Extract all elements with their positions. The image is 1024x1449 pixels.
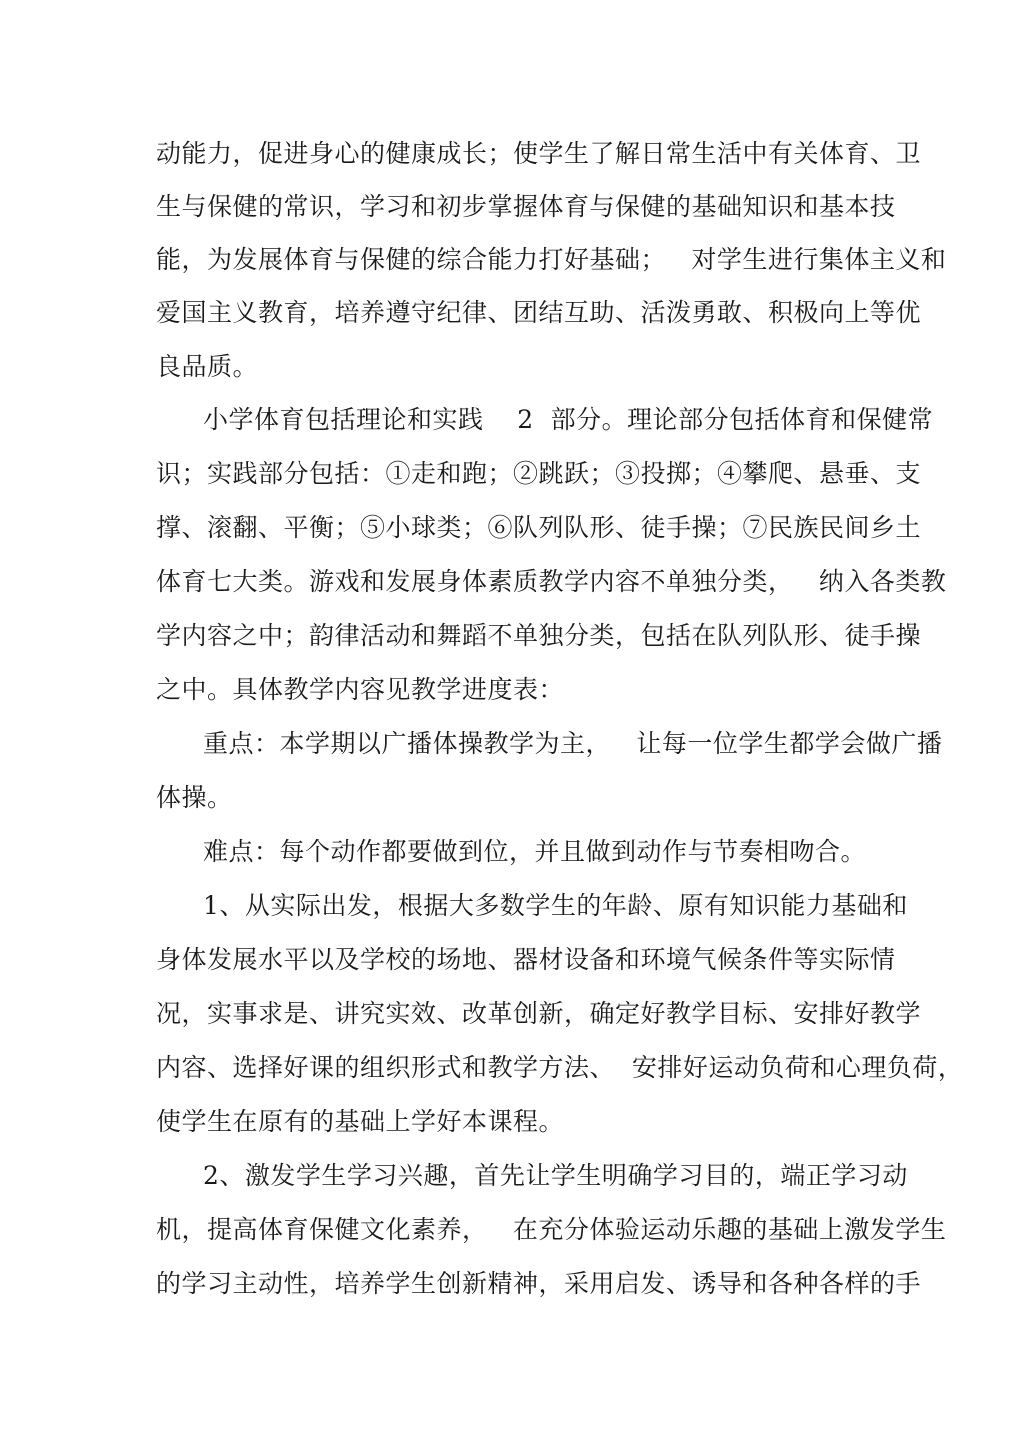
- text-line: 之中。具体教学内容见教学进度表：: [156, 675, 565, 704]
- text-line: 2、激发学生学习兴趣，首先让学生明确学习目的，端正学习动: [203, 1161, 908, 1190]
- text-line: 况，实事求是、讲究实效、改革创新，确定好教学目标、安排好教学: [156, 999, 922, 1028]
- text-line: 体育七大类。游戏和发展身体素质教学内容不单独分类， 纳入各类教: [156, 567, 947, 596]
- text-line: 身体发展水平以及学校的场地、器材设备和环境气候条件等实际情: [156, 945, 896, 974]
- text-line: 撑、滚翻、平衡；⑤小球类；⑥队列队形、徒手操；⑦民族民间乡土: [156, 513, 922, 542]
- text-line: 难点：每个动作都要做到位，并且做到动作与节奏相吻合。: [203, 837, 867, 866]
- text-line: 能，为发展体育与保健的综合能力打好基础； 对学生进行集体主义和: [156, 245, 947, 274]
- text-line: 小学体育包括理论和实践 2 部分。理论部分包括体育和保健常: [203, 405, 934, 434]
- text-line: 生与保健的常识，学习和初步掌握体育与保健的基础知识和基本技: [156, 192, 896, 221]
- text-line: 爱国主义教育，培养遵守纪律、团结互助、活泼勇敢、积极向上等优: [156, 298, 922, 327]
- text-line: 的学习主动性，培养学生创新精神，采用启发、诱导和各种各样的手: [156, 1269, 922, 1298]
- text-line: 体操。: [156, 783, 233, 812]
- text-line: 识；实践部分包括：①走和跑；②跳跃；③投掷；④攀爬、悬垂、支: [156, 459, 922, 488]
- text-line: 1、从实际出发，根据大多数学生的年龄、原有知识能力基础和: [203, 891, 908, 920]
- text-line: 内容、选择好课的组织形式和教学方法、 安排好运动负荷和心理负荷，: [156, 1053, 964, 1082]
- text-line: 动能力，促进身心的健康成长；使学生了解日常生活中有关体育、卫: [156, 139, 922, 168]
- text-line: 学内容之中；韵律活动和舞蹈不单独分类，包括在队列队形、徒手操: [156, 621, 922, 650]
- text-line: 机，提高体育保健文化素养， 在充分体验运动乐趣的基础上激发学生: [156, 1215, 947, 1244]
- text-line: 良品质。: [156, 352, 259, 381]
- text-line: 使学生在原有的基础上学好本课程。: [156, 1107, 565, 1136]
- text-line: 重点：本学期以广播体操教学为主， 让每一位学生都学会做广播: [203, 729, 943, 758]
